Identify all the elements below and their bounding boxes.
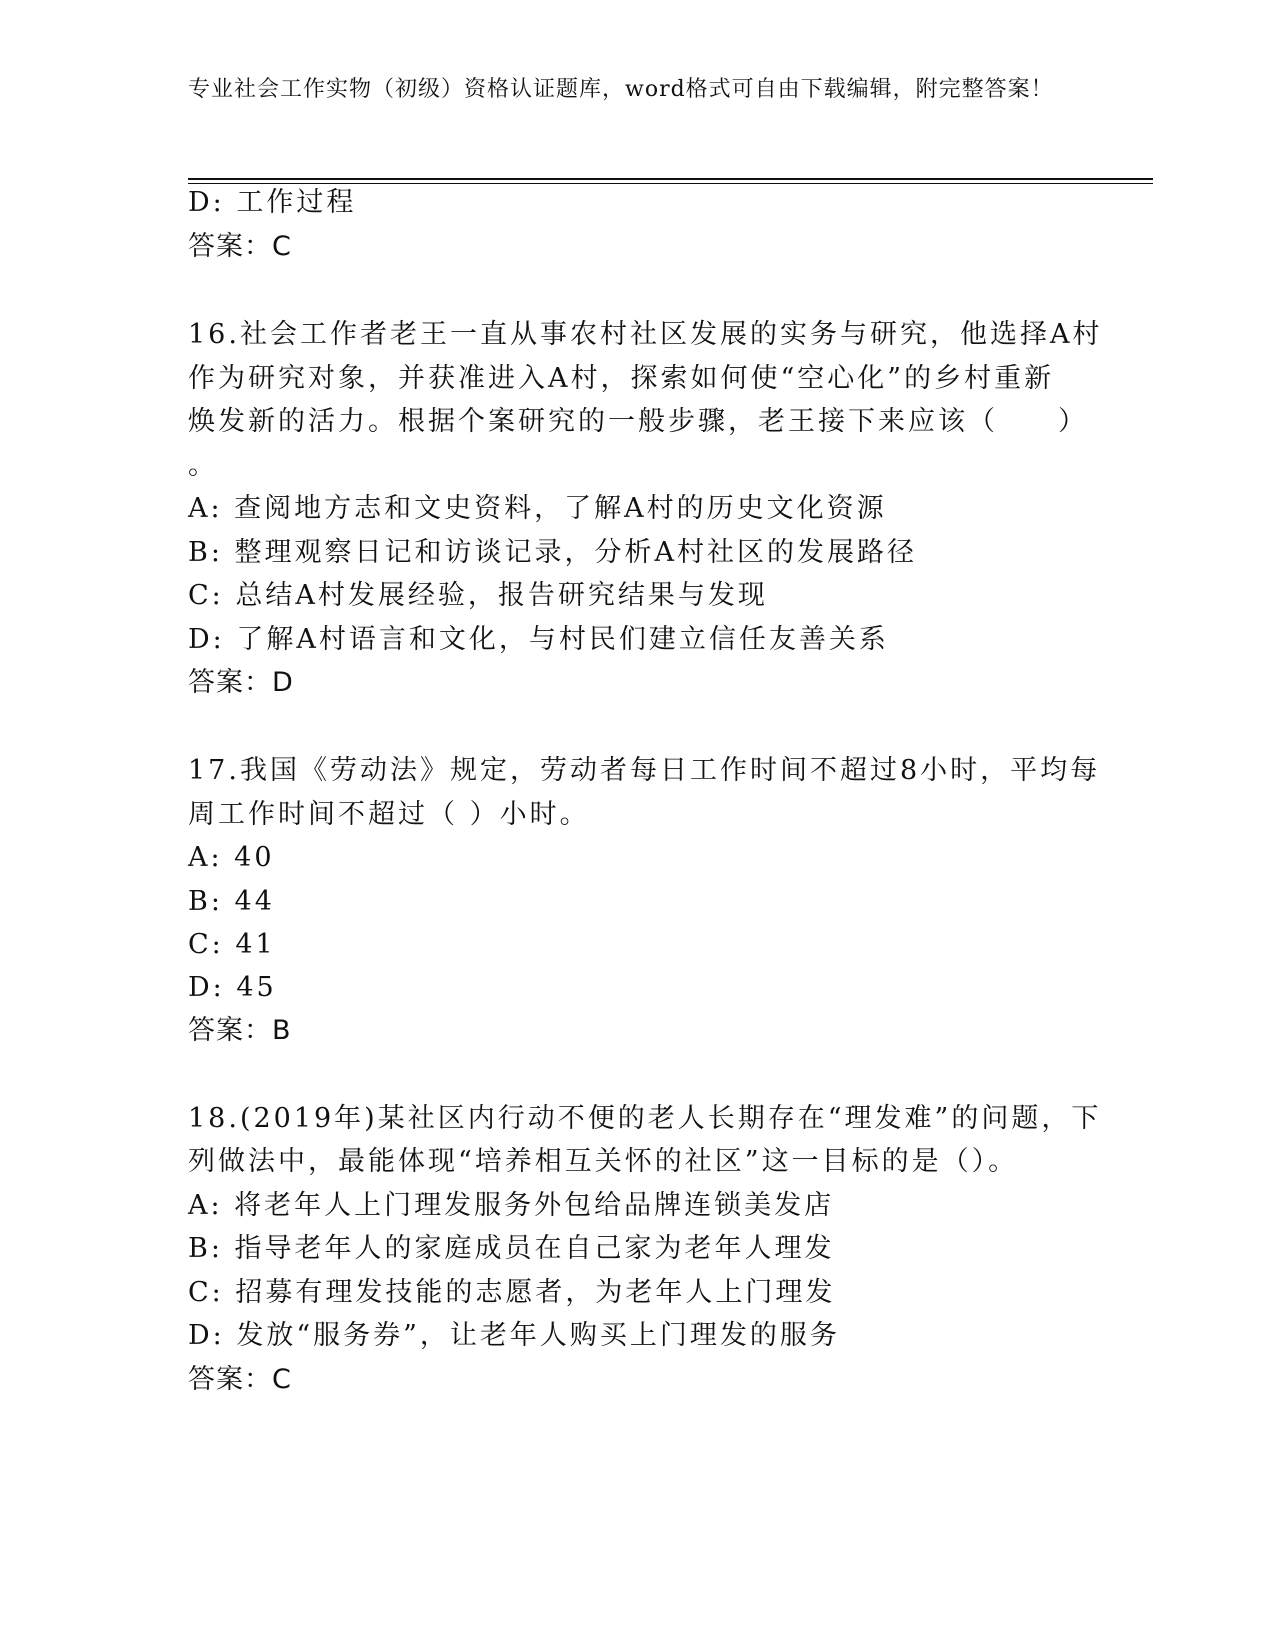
q16-answer: 答案：D bbox=[188, 667, 294, 698]
q17-option-d: D: 45 bbox=[188, 972, 277, 1003]
q16-option-a: A: 查阅地方志和文史资料，了解A村的历史文化资源 bbox=[188, 493, 887, 524]
q17-option-c: C: 41 bbox=[188, 929, 276, 960]
q16-stem-line-1: 16.社会工作者老王一直从事农村社区发展的实务与研究，他选择A村 bbox=[188, 319, 1103, 350]
q18-option-d: D: 发放“服务券”，让老年人购买上门理发的服务 bbox=[188, 1320, 840, 1351]
q16-option-d: D: 了解A村语言和文化，与村民们建立信任友善关系 bbox=[188, 624, 889, 655]
q16-stem-line-2: 作为研究对象，并获准进入A村，探索如何使“空心化”的乡村重新 bbox=[188, 363, 1055, 394]
q18-answer: 答案：C bbox=[188, 1364, 292, 1395]
q18-option-c: C: 招募有理发技能的志愿者，为老年人上门理发 bbox=[188, 1277, 836, 1308]
q17-option-a: A: 40 bbox=[188, 842, 275, 873]
q18-stem-line-1: 18.(2019年)某社区内行动不便的老人长期存在“理发难”的问题，下 bbox=[188, 1103, 1102, 1134]
q16-stem-line-3: 焕发新的活力。根据个案研究的一般步骤，老王接下来应该（ ） bbox=[188, 406, 1088, 437]
q15-answer: 答案：C bbox=[188, 231, 292, 262]
q16-option-b: B: 整理观察日记和访谈记录，分析A村社区的发展路径 bbox=[188, 537, 918, 568]
q16-option-c: C: 总结A村发展经验，报告研究结果与发现 bbox=[188, 580, 768, 611]
q17-answer: 答案：B bbox=[188, 1015, 292, 1046]
q18-stem-line-2: 列做法中，最能体现“培养相互关怀的社区”这一目标的是（）。 bbox=[188, 1146, 1019, 1177]
q18-option-a: A: 将老年人上门理发服务外包给品牌连锁美发店 bbox=[188, 1190, 835, 1221]
q17-stem-line-1: 17.我国《劳动法》规定，劳动者每日工作时间不超过8小时，平均每 bbox=[188, 755, 1101, 786]
header-rule-thick bbox=[188, 178, 1153, 180]
document-header: 专业社会工作实物（初级）资格认证题库，word格式可自由下载编辑，附完整答案！ bbox=[188, 77, 1054, 102]
q17-option-b: B: 44 bbox=[188, 886, 275, 917]
q15-option-d: D: 工作过程 bbox=[188, 187, 357, 218]
header-rule-thin bbox=[188, 183, 1153, 184]
q16-stem-line-4: 。 bbox=[188, 450, 218, 481]
q18-option-b: B: 指导老年人的家庭成员在自己家为老年人理发 bbox=[188, 1233, 835, 1264]
q17-stem-line-2: 周工作时间不超过（ ）小时。 bbox=[188, 799, 590, 830]
